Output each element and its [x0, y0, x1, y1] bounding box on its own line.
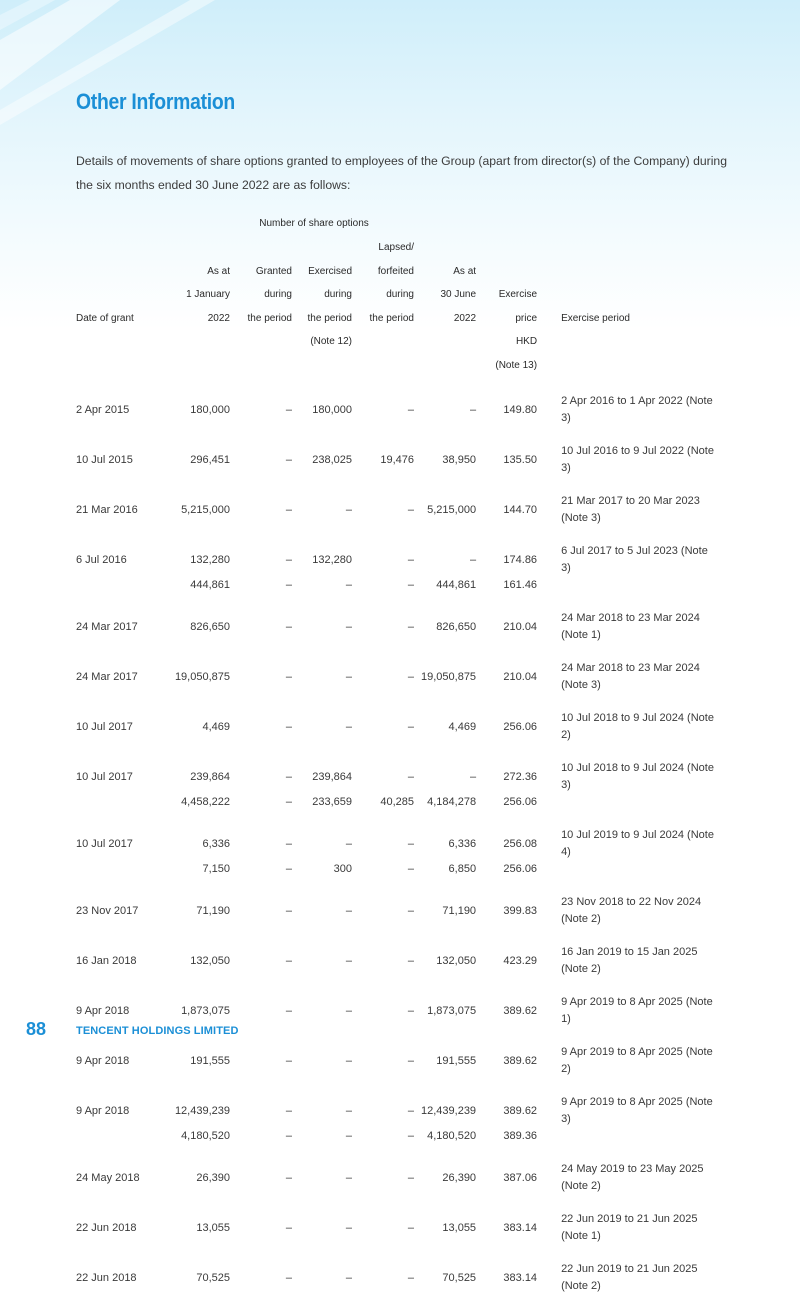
cell-granted: – — [285, 720, 292, 733]
cell-lapsed: – — [407, 1171, 414, 1184]
cell-period — [537, 1128, 718, 1145]
cell-date: 10 Jul 2015 — [76, 453, 133, 466]
cell-exercised: – — [345, 904, 352, 917]
cell-as-at-end: 71,190 — [442, 904, 477, 917]
cell-as-at-start: 13,055 — [196, 1221, 230, 1234]
cell-lapsed: – — [407, 1221, 414, 1234]
table-row — [76, 1161, 718, 1195]
table-row — [76, 1044, 718, 1078]
cell-lapsed: – — [407, 863, 414, 875]
row-spacer — [76, 928, 718, 944]
cell-granted: – — [285, 1004, 292, 1017]
cell-price: 144.70 — [503, 503, 538, 516]
cell-as-at-end: 6,850 — [448, 863, 477, 875]
row-spacer — [76, 811, 718, 827]
cell-date: 23 Nov 2017 — [76, 904, 139, 917]
cell-lapsed: – — [407, 579, 414, 591]
table-row — [76, 660, 718, 694]
cell-period — [537, 794, 718, 811]
cell-date: 6 Jul 2016 — [76, 553, 127, 566]
table-row — [76, 1128, 718, 1145]
cell-as-at-start: 26,390 — [196, 1171, 230, 1184]
row-spacer — [76, 527, 718, 543]
cell-date: 2 Apr 2015 — [76, 403, 130, 416]
cell-as-at-end: 132,050 — [436, 954, 477, 967]
cell-lapsed: – — [407, 837, 414, 850]
header-as-at-start-line3: 2022 — [207, 312, 230, 324]
cell-granted: – — [285, 837, 292, 850]
cell-as-at-end: 1,873,075 — [427, 1004, 477, 1017]
cell-as-at-start: 71,190 — [196, 904, 230, 917]
cell-granted: – — [285, 954, 292, 967]
row-spacer — [76, 594, 718, 610]
cell-period: 23 Nov 2018 to 22 Nov 2024 (Note 2) — [561, 896, 702, 925]
cell-date — [76, 1128, 168, 1145]
cell-as-at-end: 26,390 — [442, 1171, 477, 1184]
table-header — [76, 212, 718, 377]
cell-granted: – — [285, 1130, 292, 1142]
header-exercised-note: (Note 12) — [310, 336, 352, 347]
cell-as-at-start: 180,000 — [190, 403, 230, 416]
cell-lapsed: – — [407, 954, 414, 967]
cell-period: 24 Mar 2018 to 23 Mar 2024 (Note 3) — [561, 662, 700, 691]
cell-as-at-start: 444,861 — [190, 579, 230, 591]
cell-price: 174.86 — [503, 553, 538, 566]
cell-price: 256.06 — [503, 796, 538, 808]
cell-price: 161.46 — [503, 579, 538, 591]
cell-exercised: – — [345, 620, 352, 633]
header-lapsed-line1: Lapsed/ — [378, 242, 414, 253]
cell-exercised: – — [345, 954, 352, 967]
company-name: TENCENT HOLDINGS LIMITED — [76, 1025, 239, 1037]
cell-as-at-start: 6,336 — [202, 837, 230, 850]
cell-period — [537, 861, 718, 878]
table-row — [76, 760, 718, 794]
cell-lapsed: – — [407, 1104, 414, 1117]
cell-exercised: 180,000 — [312, 403, 352, 416]
cell-as-at-end: 38,950 — [442, 453, 477, 466]
header-lapsed-line2: forfeited — [377, 265, 414, 277]
cell-date: 24 May 2018 — [76, 1171, 140, 1184]
cell-as-at-start: 4,469 — [202, 720, 230, 733]
header-price-note: (Note 13) — [495, 359, 538, 371]
table-row — [76, 393, 718, 427]
share-options-table — [76, 212, 718, 1295]
cell-exercised: – — [345, 720, 352, 733]
cell-as-at-start: 826,650 — [190, 620, 230, 633]
cell-as-at-end: 4,184,278 — [427, 796, 477, 808]
cell-exercised: – — [345, 1004, 352, 1017]
cell-lapsed: 19,476 — [380, 453, 414, 466]
cell-period: 9 Apr 2019 to 8 Apr 2025 (Note 2) — [561, 1046, 713, 1075]
cell-price: 389.62 — [503, 1104, 538, 1117]
cell-price: 210.04 — [503, 670, 538, 683]
table-row — [76, 894, 718, 928]
cell-granted: – — [285, 620, 292, 633]
cell-granted: – — [285, 1054, 292, 1067]
cell-price: 387.06 — [503, 1171, 538, 1184]
cell-price: 383.14 — [503, 1271, 538, 1284]
cell-exercised: 300 — [333, 863, 352, 875]
table-row — [76, 610, 718, 644]
row-spacer — [76, 1195, 718, 1211]
cell-granted: – — [285, 503, 292, 516]
row-spacer — [76, 1078, 718, 1094]
header-price-line2: price — [515, 312, 538, 324]
cell-period: 9 Apr 2019 to 8 Apr 2025 (Note 3) — [561, 1096, 713, 1125]
row-spacer — [76, 878, 718, 894]
cell-lapsed: – — [407, 670, 414, 683]
cell-granted: – — [285, 863, 292, 875]
cell-granted: – — [285, 553, 292, 566]
cell-granted: – — [285, 453, 292, 466]
header-as-at-end-line2: 30 June — [440, 289, 477, 300]
cell-exercised: 239,864 — [312, 770, 352, 783]
cell-period: 10 Jul 2018 to 9 Jul 2024 (Note 3) — [561, 762, 714, 791]
header-granted-line2: during — [264, 289, 292, 300]
row-spacer — [76, 694, 718, 710]
cell-as-at-end: – — [469, 553, 477, 566]
table-row — [76, 710, 718, 744]
cell-date: 24 Mar 2017 — [76, 670, 138, 683]
cell-date: 24 Mar 2017 — [76, 620, 138, 633]
cell-as-at-start: 12,439,239 — [174, 1104, 230, 1117]
cell-date — [76, 794, 168, 811]
header-as-at-end-line1: As at — [453, 265, 477, 277]
cell-lapsed: – — [407, 1054, 414, 1067]
cell-as-at-end: 19,050,875 — [421, 670, 477, 683]
table-row — [76, 994, 718, 1028]
cell-date — [76, 577, 168, 594]
cell-lapsed: – — [407, 1004, 414, 1017]
cell-period: 24 May 2019 to 23 May 2025 (Note 2) — [561, 1163, 704, 1192]
row-spacer — [76, 427, 718, 443]
cell-as-at-start: 7,150 — [202, 863, 230, 875]
cell-date: 22 Jun 2018 — [76, 1271, 137, 1284]
cell-date: 9 Apr 2018 — [76, 1054, 130, 1067]
cell-as-at-end: 444,861 — [436, 579, 477, 591]
cell-price: 389.36 — [503, 1130, 538, 1142]
cell-price: 135.50 — [503, 453, 538, 466]
group-header: Number of share options — [259, 218, 369, 229]
cell-period: 10 Jul 2016 to 9 Jul 2022 (Note 3) — [561, 445, 714, 474]
header-as-at-start-line1: As at — [207, 265, 230, 277]
cell-granted: – — [285, 1104, 292, 1117]
cell-as-at-end: 6,336 — [448, 837, 477, 850]
cell-date: 9 Apr 2018 — [76, 1004, 130, 1017]
cell-as-at-start: 239,864 — [190, 770, 230, 783]
cell-granted: – — [285, 1221, 292, 1234]
cell-granted: – — [285, 1171, 292, 1184]
table-row — [76, 1211, 718, 1245]
table-row — [76, 827, 718, 861]
cell-price: 256.06 — [503, 863, 538, 875]
header-granted-line3: the period — [247, 312, 292, 324]
cell-date: 10 Jul 2017 — [76, 770, 133, 783]
cell-date: 10 Jul 2017 — [76, 720, 133, 733]
header-exercised-line1: Exercised — [308, 265, 352, 277]
header-exercised-line3: the period — [307, 312, 352, 324]
cell-price: 210.04 — [503, 620, 538, 633]
cell-exercised: 132,280 — [312, 553, 352, 566]
cell-exercised: – — [345, 1054, 352, 1067]
cell-lapsed: – — [407, 620, 414, 633]
row-spacer — [76, 644, 718, 660]
cell-price: 272.36 — [503, 770, 538, 783]
cell-exercised: – — [345, 503, 352, 516]
cell-price: 256.06 — [503, 720, 538, 733]
cell-exercised: 233,659 — [312, 796, 352, 808]
cell-as-at-start: 296,451 — [190, 453, 230, 466]
cell-lapsed: – — [407, 1130, 414, 1142]
cell-date: 22 Jun 2018 — [76, 1221, 137, 1234]
cell-price: 399.83 — [503, 904, 538, 917]
table-row — [76, 944, 718, 978]
row-spacer — [76, 1145, 718, 1161]
cell-as-at-start: 132,280 — [190, 553, 230, 566]
cell-exercised: – — [345, 579, 352, 591]
cell-price: 383.14 — [503, 1221, 538, 1234]
cell-granted: – — [285, 796, 292, 808]
header-lapsed-line3: during — [386, 289, 414, 300]
cell-price: 256.08 — [503, 837, 538, 850]
cell-lapsed: 40,285 — [380, 796, 414, 808]
intro-paragraph: Details of movements of share options granted to employees of the Group (apart from director(s) of the Company) during the six months ended 30 June 2022 are as follows: — [76, 154, 727, 192]
cell-exercised: – — [345, 1271, 352, 1284]
header-lapsed-line4: the period — [369, 312, 414, 324]
cell-date: 21 Mar 2016 — [76, 503, 138, 516]
cell-date — [76, 861, 168, 878]
cell-date: 10 Jul 2017 — [76, 837, 133, 850]
cell-price: 389.62 — [503, 1004, 538, 1017]
cell-period: 16 Jan 2019 to 15 Jan 2025 (Note 2) — [561, 946, 698, 975]
cell-lapsed: – — [407, 720, 414, 733]
row-spacer — [76, 744, 718, 760]
cell-period: 22 Jun 2019 to 21 Jun 2025 (Note 1) — [561, 1213, 698, 1242]
page-title: Other Information — [76, 89, 236, 114]
cell-date: 16 Jan 2018 — [76, 954, 137, 967]
table-row — [76, 577, 718, 594]
cell-lapsed: – — [407, 1271, 414, 1284]
cell-date: 9 Apr 2018 — [76, 1104, 130, 1117]
cell-as-at-start: 5,215,000 — [181, 503, 230, 516]
cell-exercised: – — [345, 1104, 352, 1117]
table-row — [76, 543, 718, 577]
cell-as-at-start: 1,873,075 — [181, 1004, 230, 1017]
table-row — [76, 493, 718, 527]
cell-as-at-end: 4,180,520 — [427, 1130, 477, 1142]
cell-period: 10 Jul 2019 to 9 Jul 2024 (Note 4) — [561, 829, 714, 858]
header-price-line1: Exercise — [498, 289, 538, 300]
cell-as-at-end: – — [469, 403, 477, 416]
cell-price: 149.80 — [503, 403, 538, 416]
cell-period: 10 Jul 2018 to 9 Jul 2024 (Note 2) — [561, 712, 714, 741]
cell-period: 21 Mar 2017 to 20 Mar 2023 (Note 3) — [561, 495, 700, 524]
header-price-unit: HKD — [515, 336, 538, 347]
cell-exercised: – — [345, 1171, 352, 1184]
cell-period: 24 Mar 2018 to 23 Mar 2024 (Note 1) — [561, 612, 700, 641]
table-row — [76, 443, 718, 477]
row-spacer — [76, 377, 718, 393]
row-spacer — [76, 1245, 718, 1261]
table-row — [76, 861, 718, 878]
cell-as-at-end: 826,650 — [436, 620, 477, 633]
cell-price: 389.62 — [503, 1054, 538, 1067]
header-period: Exercise period — [561, 312, 630, 324]
cell-as-at-end: 13,055 — [442, 1221, 477, 1234]
row-spacer — [76, 978, 718, 994]
cell-granted: – — [285, 670, 292, 683]
cell-lapsed: – — [407, 904, 414, 917]
cell-as-at-end: 70,525 — [442, 1271, 477, 1284]
table-row — [76, 794, 718, 811]
cell-as-at-start: 191,555 — [190, 1054, 230, 1067]
header-as-at-end-line3: 2022 — [453, 312, 477, 324]
cell-lapsed: – — [407, 770, 414, 783]
cell-exercised: – — [345, 1221, 352, 1234]
cell-period: 22 Jun 2019 to 21 Jun 2025 (Note 2) — [561, 1263, 698, 1292]
header-as-at-start-line2: 1 January — [186, 289, 230, 300]
cell-lapsed: – — [407, 403, 414, 416]
cell-period: 6 Jul 2017 to 5 Jul 2023 (Note 3) — [561, 545, 708, 574]
cell-as-at-start: 19,050,875 — [174, 670, 230, 683]
header-date: Date of grant — [76, 312, 134, 324]
cell-as-at-end: – — [469, 770, 477, 783]
table-row — [76, 1094, 718, 1128]
row-spacer — [76, 477, 718, 493]
cell-as-at-end: 5,215,000 — [427, 503, 477, 516]
cell-granted: – — [285, 1271, 292, 1284]
cell-as-at-start: 4,458,222 — [181, 796, 230, 808]
cell-as-at-end: 12,439,239 — [421, 1104, 477, 1117]
cell-lapsed: – — [407, 553, 414, 566]
cell-as-at-start: 132,050 — [190, 954, 230, 967]
header-granted-line1: Granted — [255, 265, 292, 277]
cell-as-at-start: 70,525 — [196, 1271, 230, 1284]
page-number: 88 — [26, 1019, 47, 1039]
cell-granted: – — [285, 770, 292, 783]
cell-granted: – — [285, 579, 292, 591]
cell-period: 9 Apr 2019 to 8 Apr 2025 (Note 1) — [561, 996, 713, 1025]
cell-period — [537, 577, 718, 594]
cell-granted: – — [285, 904, 292, 917]
cell-as-at-start: 4,180,520 — [181, 1130, 230, 1142]
header-exercised-line2: during — [324, 289, 352, 300]
table-body — [76, 377, 718, 1295]
cell-exercised: – — [345, 670, 352, 683]
cell-price: 423.29 — [503, 954, 538, 967]
cell-as-at-end: 191,555 — [436, 1054, 477, 1067]
cell-lapsed: – — [407, 503, 414, 516]
cell-granted: – — [285, 403, 292, 416]
table-row — [76, 1261, 718, 1295]
cell-exercised: – — [345, 837, 352, 850]
cell-exercised: 238,025 — [312, 453, 352, 466]
cell-exercised: – — [345, 1130, 352, 1142]
cell-period: 2 Apr 2016 to 1 Apr 2022 (Note 3) — [561, 395, 713, 424]
cell-as-at-end: 4,469 — [448, 720, 477, 733]
